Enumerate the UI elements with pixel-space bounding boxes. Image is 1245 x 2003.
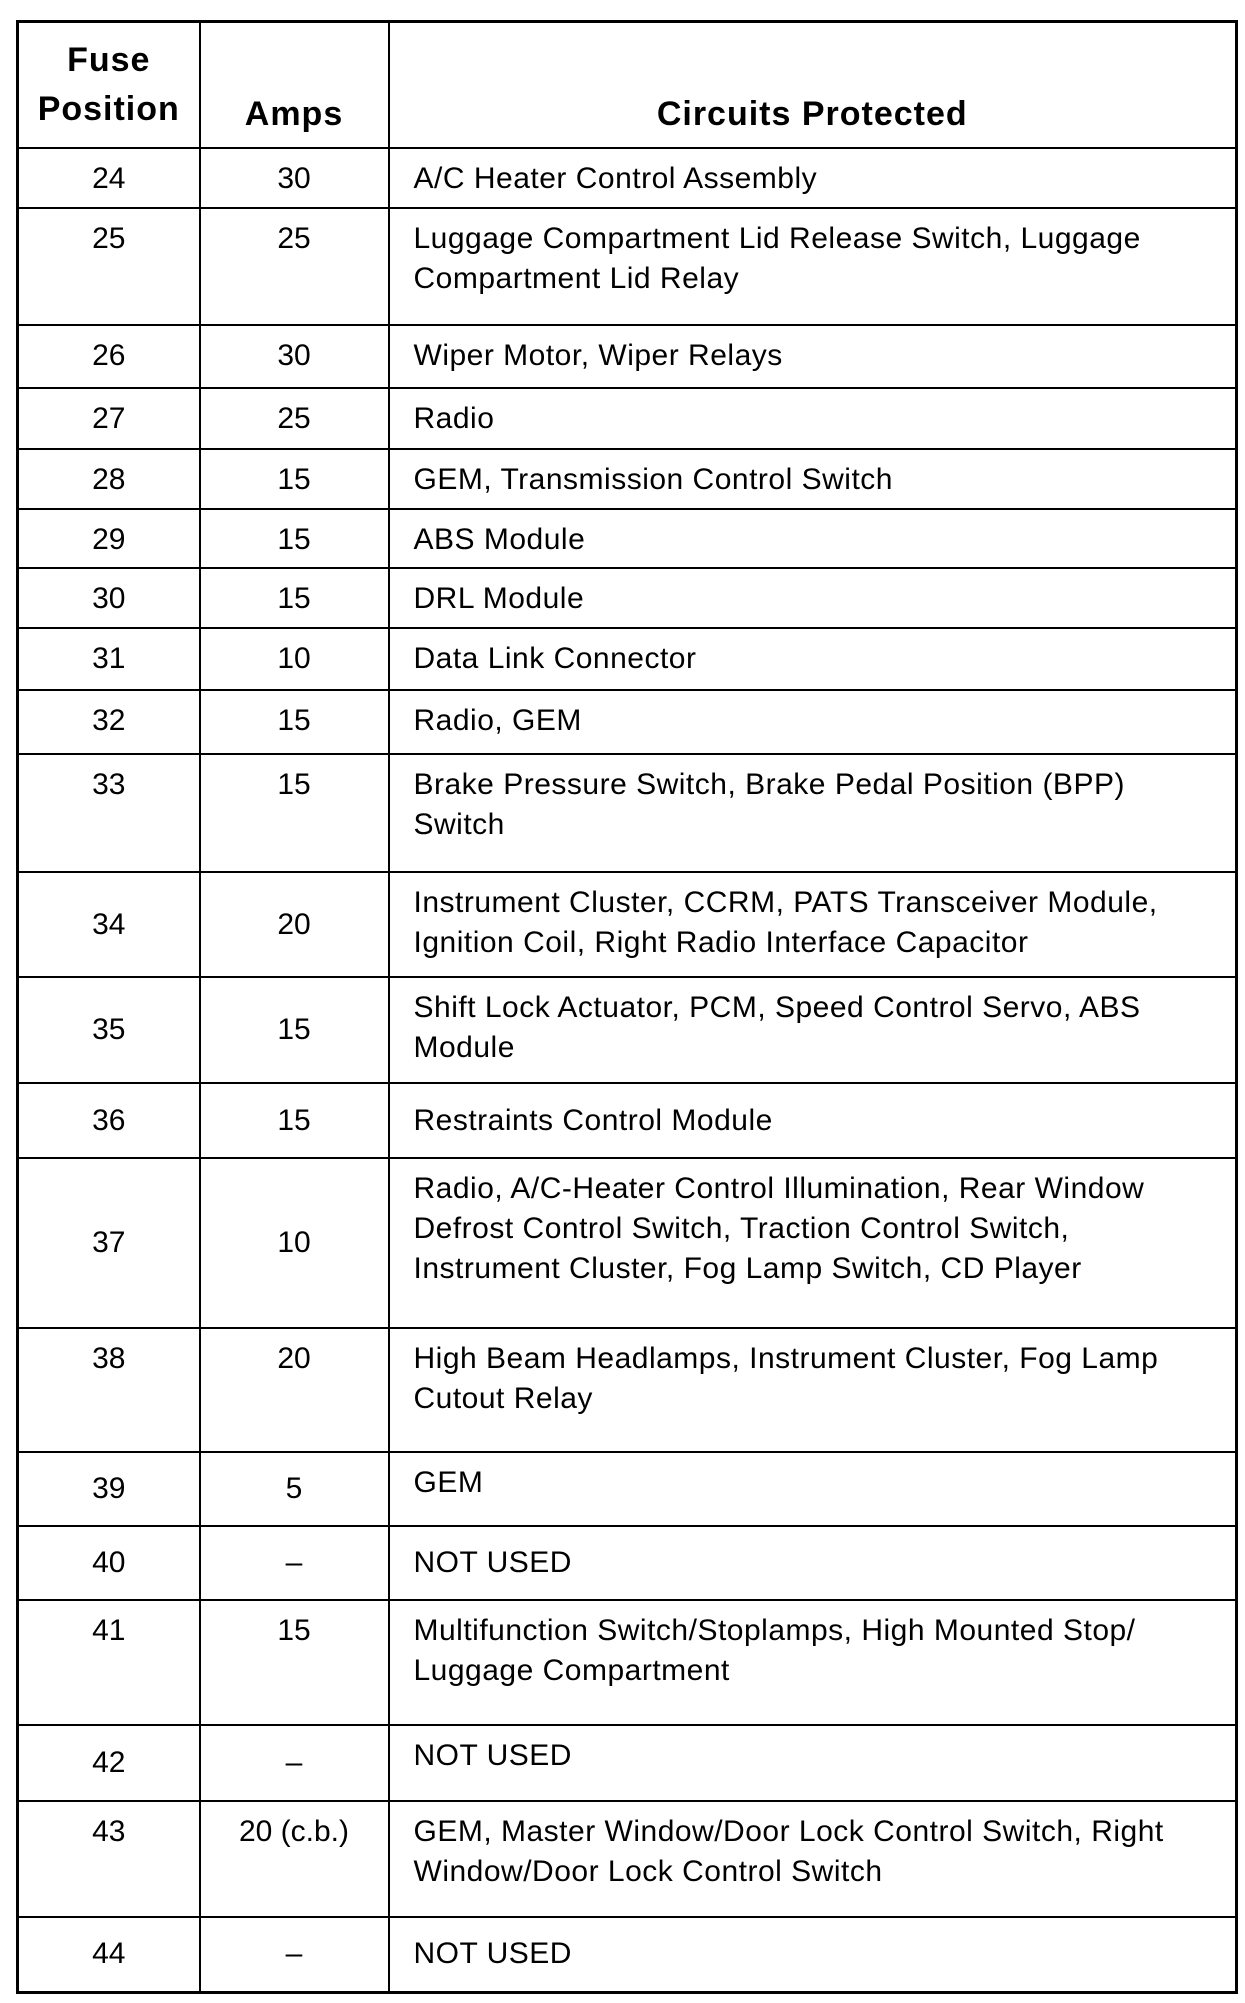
fuse-position-cell: 29 (18, 509, 200, 568)
fuse-position-cell: 30 (18, 568, 200, 628)
table-row (18, 628, 1237, 690)
amps-cell: – (200, 1725, 389, 1801)
circuits-cell: Radio, GEM (389, 690, 1237, 754)
amps-cell: 20 (200, 872, 389, 977)
table-row (18, 1917, 1237, 1992)
table-row (18, 509, 1237, 568)
table-row (18, 1600, 1237, 1725)
table-row (18, 872, 1237, 977)
table-row (18, 449, 1237, 509)
amps-cell: 20 (c.b.) (200, 1801, 389, 1917)
amps-cell: 30 (200, 148, 389, 208)
fuse-position-cell: 26 (18, 325, 200, 388)
fuse-position-cell: 38 (18, 1328, 200, 1452)
fuse-position-cell: 42 (18, 1725, 200, 1801)
fuse-position-cell: 33 (18, 754, 200, 872)
fuse-position-cell: 35 (18, 977, 200, 1083)
header-fuse-position: Fuse Position (18, 22, 200, 149)
table-row (18, 1328, 1237, 1452)
circuits-cell: DRL Module (389, 568, 1237, 628)
amps-cell: 10 (200, 628, 389, 690)
circuits-cell: GEM (389, 1452, 1237, 1526)
circuits-cell: Radio, A/C-Heater Control Illumination, Rear Window Defrost Control Switch, Traction Control Switch, Instrument Cluster, Fog Lamp Switch, CD Player (389, 1158, 1237, 1328)
fuse-position-cell: 39 (18, 1452, 200, 1526)
amps-cell: 10 (200, 1158, 389, 1328)
circuits-cell: Data Link Connector (389, 628, 1237, 690)
circuits-cell: NOT USED (389, 1526, 1237, 1600)
circuits-cell: Radio (389, 388, 1237, 449)
circuits-cell: Multifunction Switch/Stoplamps, High Mounted Stop/ Luggage Compartment (389, 1600, 1237, 1725)
circuits-cell: Restraints Control Module (389, 1083, 1237, 1158)
table-row (18, 568, 1237, 628)
circuits-cell: High Beam Headlamps, Instrument Cluster, Fog Lamp Cutout Relay (389, 1328, 1237, 1452)
amps-cell: 30 (200, 325, 389, 388)
circuits-cell: A/C Heater Control Assembly (389, 148, 1237, 208)
circuits-cell: ABS Module (389, 509, 1237, 568)
fuse-position-cell: 32 (18, 690, 200, 754)
fuse-position-cell: 44 (18, 1917, 200, 1992)
amps-cell: – (200, 1526, 389, 1600)
amps-cell: 25 (200, 208, 389, 325)
table-row (18, 1452, 1237, 1526)
circuits-cell: Wiper Motor, Wiper Relays (389, 325, 1237, 388)
amps-cell: 15 (200, 690, 389, 754)
amps-cell: 15 (200, 754, 389, 872)
amps-cell: 15 (200, 568, 389, 628)
circuits-cell: Shift Lock Actuator, PCM, Speed Control Servo, ABS Module (389, 977, 1237, 1083)
circuits-cell: GEM, Transmission Control Switch (389, 449, 1237, 509)
amps-cell: 15 (200, 1600, 389, 1725)
circuits-cell: NOT USED (389, 1917, 1237, 1992)
fuse-position-cell: 24 (18, 148, 200, 208)
fuse-position-cell: 25 (18, 208, 200, 325)
amps-cell: 25 (200, 388, 389, 449)
header-circuits-protected: Circuits Protected (389, 22, 1237, 149)
fuse-table (16, 20, 1238, 1994)
table-row (18, 1158, 1237, 1328)
table-row (18, 388, 1237, 449)
amps-cell: 20 (200, 1328, 389, 1452)
amps-cell: 15 (200, 1083, 389, 1158)
fuse-position-cell: 41 (18, 1600, 200, 1725)
fuse-position-cell: 34 (18, 872, 200, 977)
table-row (18, 148, 1237, 208)
amps-cell: 15 (200, 509, 389, 568)
circuits-cell: Brake Pressure Switch, Brake Pedal Position (BPP) Switch (389, 754, 1237, 872)
header-amps: Amps (200, 22, 389, 149)
table-row (18, 1526, 1237, 1600)
circuits-cell: Luggage Compartment Lid Release Switch, Luggage Compartment Lid Relay (389, 208, 1237, 325)
circuits-cell: NOT USED (389, 1725, 1237, 1801)
table-row (18, 1083, 1237, 1158)
table-row (18, 977, 1237, 1083)
fuse-position-cell: 43 (18, 1801, 200, 1917)
fuse-position-cell: 27 (18, 388, 200, 449)
fuse-position-cell: 36 (18, 1083, 200, 1158)
amps-cell: – (200, 1917, 389, 1992)
amps-cell: 5 (200, 1452, 389, 1526)
fuse-position-cell: 28 (18, 449, 200, 509)
amps-cell: 15 (200, 449, 389, 509)
table-row (18, 690, 1237, 754)
circuits-cell: Instrument Cluster, CCRM, PATS Transceiver Module, Ignition Coil, Right Radio Interface Capacitor (389, 872, 1237, 977)
table-row (18, 1801, 1237, 1917)
fuse-position-cell: 40 (18, 1526, 200, 1600)
table-row (18, 1725, 1237, 1801)
table-row (18, 754, 1237, 872)
circuits-cell: GEM, Master Window/Door Lock Control Switch, Right Window/Door Lock Control Switch (389, 1801, 1237, 1917)
table-row (18, 325, 1237, 388)
amps-cell: 15 (200, 977, 389, 1083)
header-row (18, 22, 1237, 149)
fuse-position-cell: 37 (18, 1158, 200, 1328)
fuse-position-cell: 31 (18, 628, 200, 690)
table-row (18, 208, 1237, 325)
